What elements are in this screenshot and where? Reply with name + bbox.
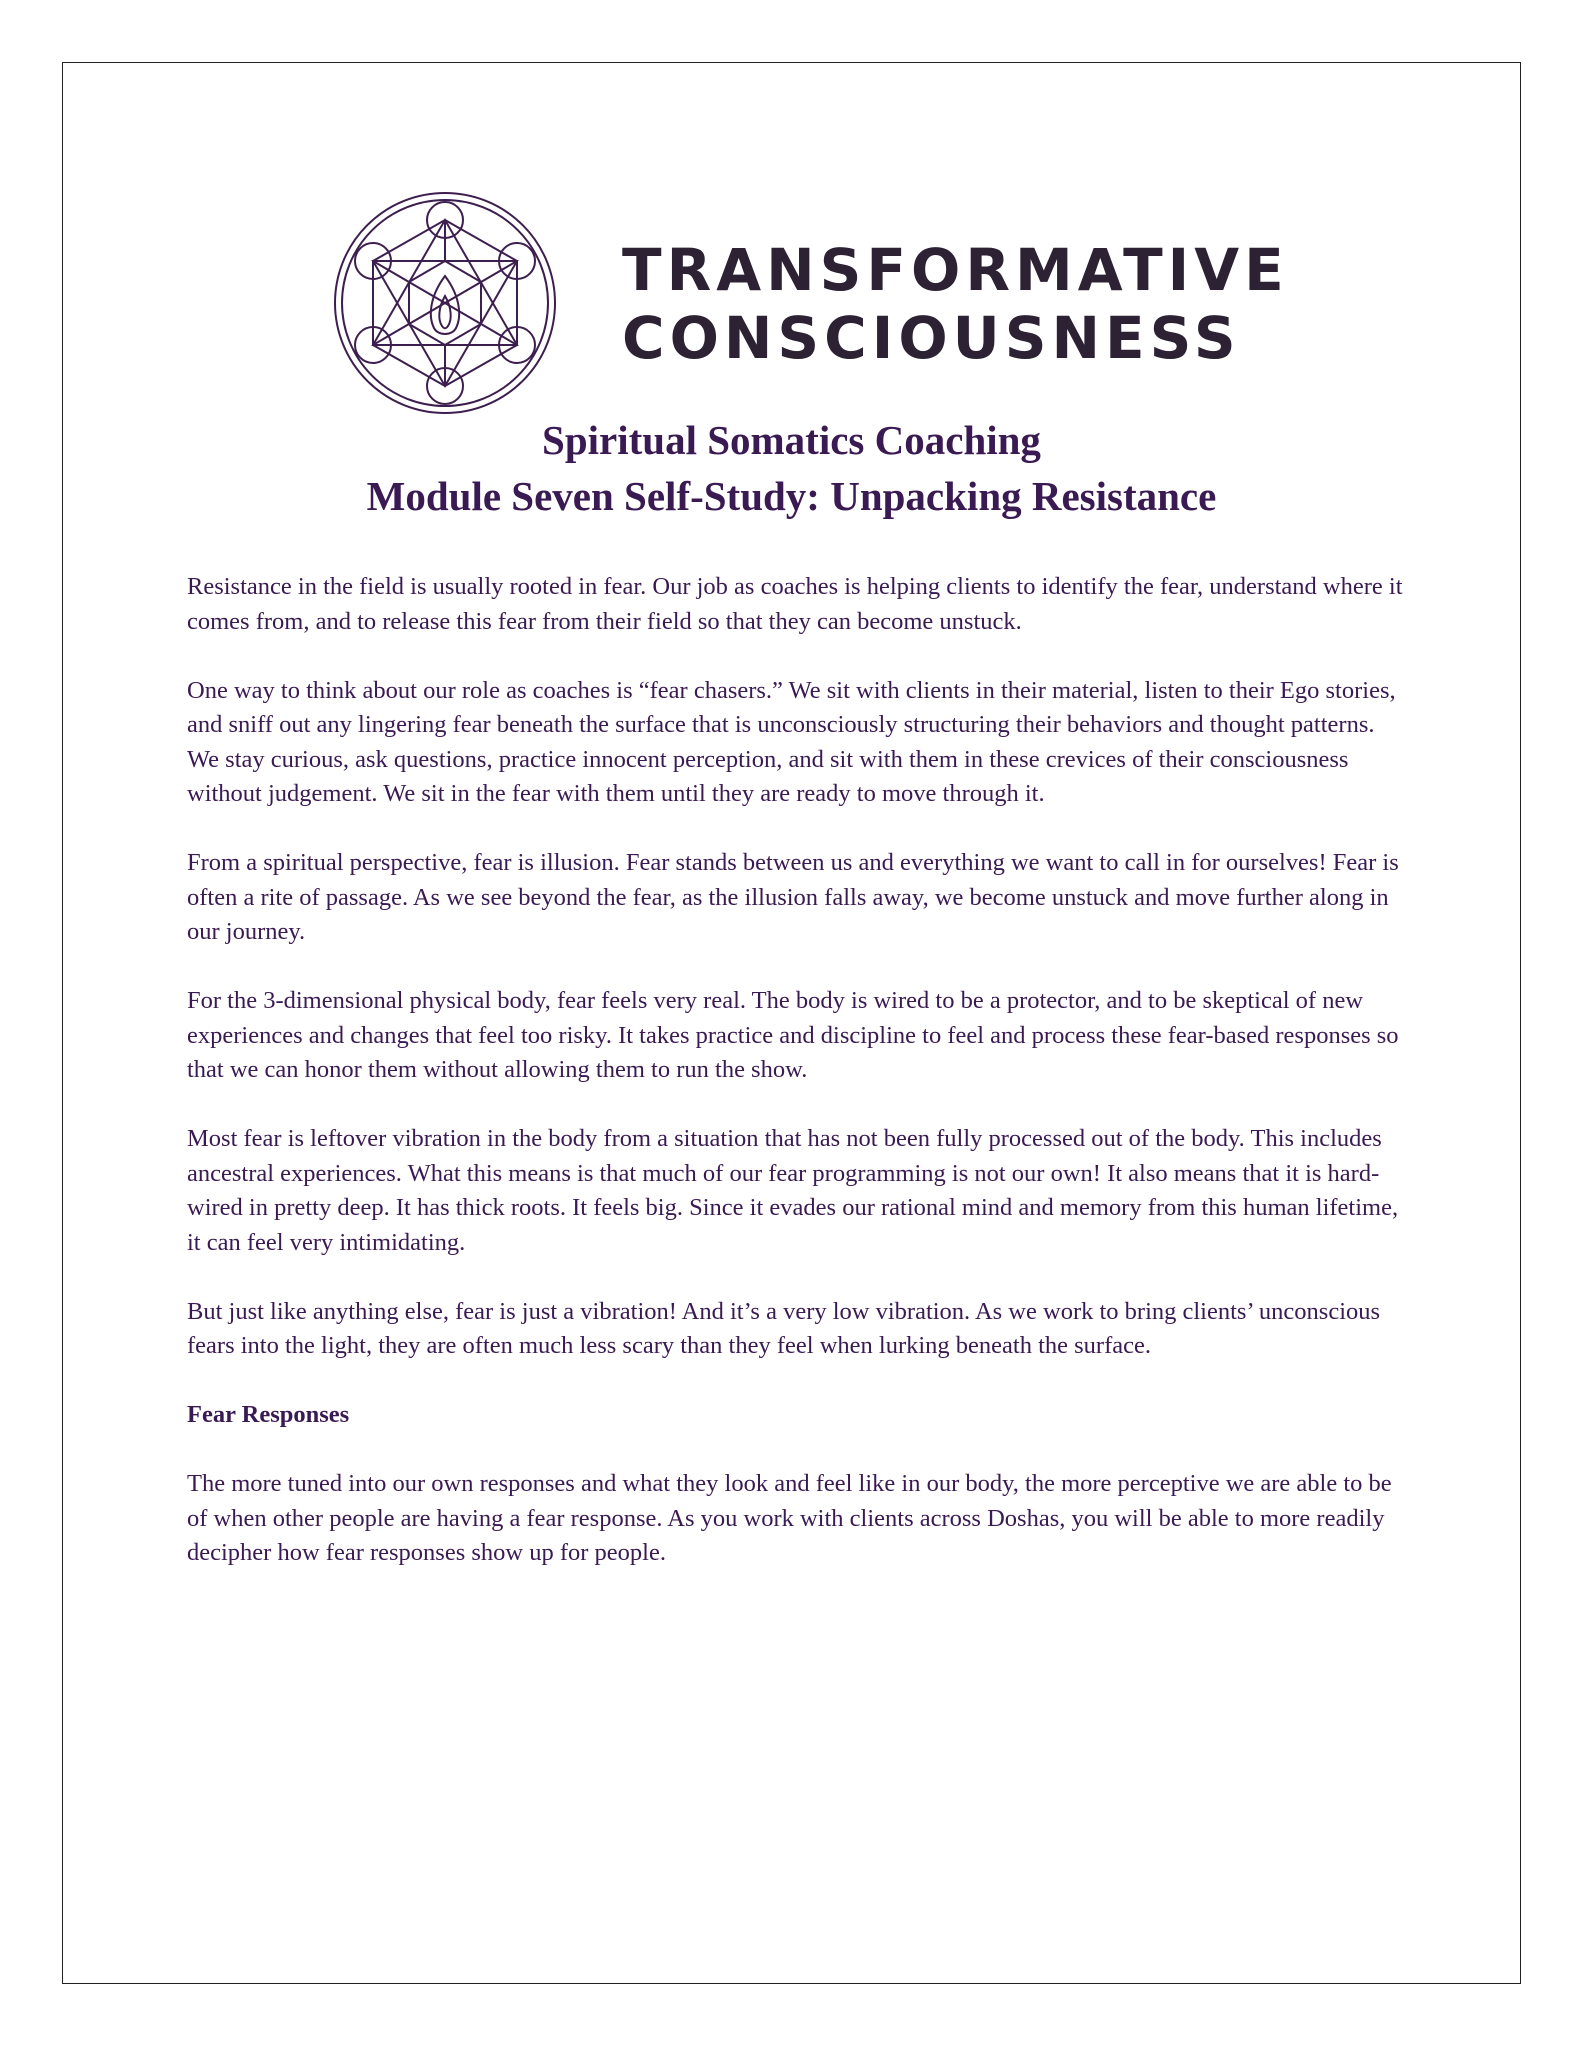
logo [330,188,1330,418]
document-header [62,412,1521,524]
document-title: Spiritual Somatics Coaching [542,417,1041,463]
section-heading: Fear Responses [187,1401,350,1428]
paragraph: The more tuned into our own responses and what they look and feel like in our body, the more perceptive we are able to be of when other people are having a fear response. As you work with clients across Doshas, you will be able to more readily decipher how fear responses show up for people. [187,1470,1392,1566]
logo-wordmark [622,236,1289,372]
paragraph: Resistance in the field is usually rooted in fear. Our job as coaches is helping clients to identify the fear, understand where it comes from, and to release this fear from their field so that they can become unstuck. [187,573,1403,635]
document-subtitle: Module Seven Self-Study: Unpacking Resistance [366,473,1217,519]
logo-line-1: TRANSFORMATIVE [622,236,1289,304]
sacred-geometry-flame-icon [330,188,560,418]
logo-line-2: CONSCIOUSNESS [622,304,1241,372]
document-body [187,570,1412,1605]
paragraph: But just like anything else, fear is just a vibration! And it’s a very low vibration. As we work to bring clients’ unconscious fears into the light, they are often much less scary than they feel when lurking beneath the surface. [187,1297,1381,1359]
paragraph: For the 3-dimensional physical body, fear feels very real. The body is wired to be a protector, and to be skeptical of new experiences and changes that feel too risky. It takes practice and discipline to feel and process these fear-based responses so that we can honor them without allowing them to run the show. [187,987,1399,1083]
paragraph: One way to think about our role as coaches is “fear chasers.” We sit with clients in their material, listen to their Ego stories, and sniff out any lingering fear beneath the surface that is unconsciously structuring their behaviors and thought patterns. We stay curious, ask questions, practice innocent perception, and sit with them in these crevices of their consciousness without judgement. We sit in the fear with them until they are ready to move through it. [187,676,1396,807]
paragraph: From a spiritual perspective, fear is illusion. Fear stands between us and everything we want to call in for ourselves! Fear is often a rite of passage. As we see beyond the fear, as the illusion falls away, we become unstuck and move further along in our journey. [187,849,1399,945]
paragraph: Most fear is leftover vibration in the body from a situation that has not been fully processed out of the body. This includes ancestral experiences. What this means is that much of our fear programming is not our own! It also means that it is hard-wired in pretty deep. It has thick roots. It feels big. Since it evades our rational mind and memory from this human lifetime, it can feel very intimidating. [187,1125,1399,1256]
